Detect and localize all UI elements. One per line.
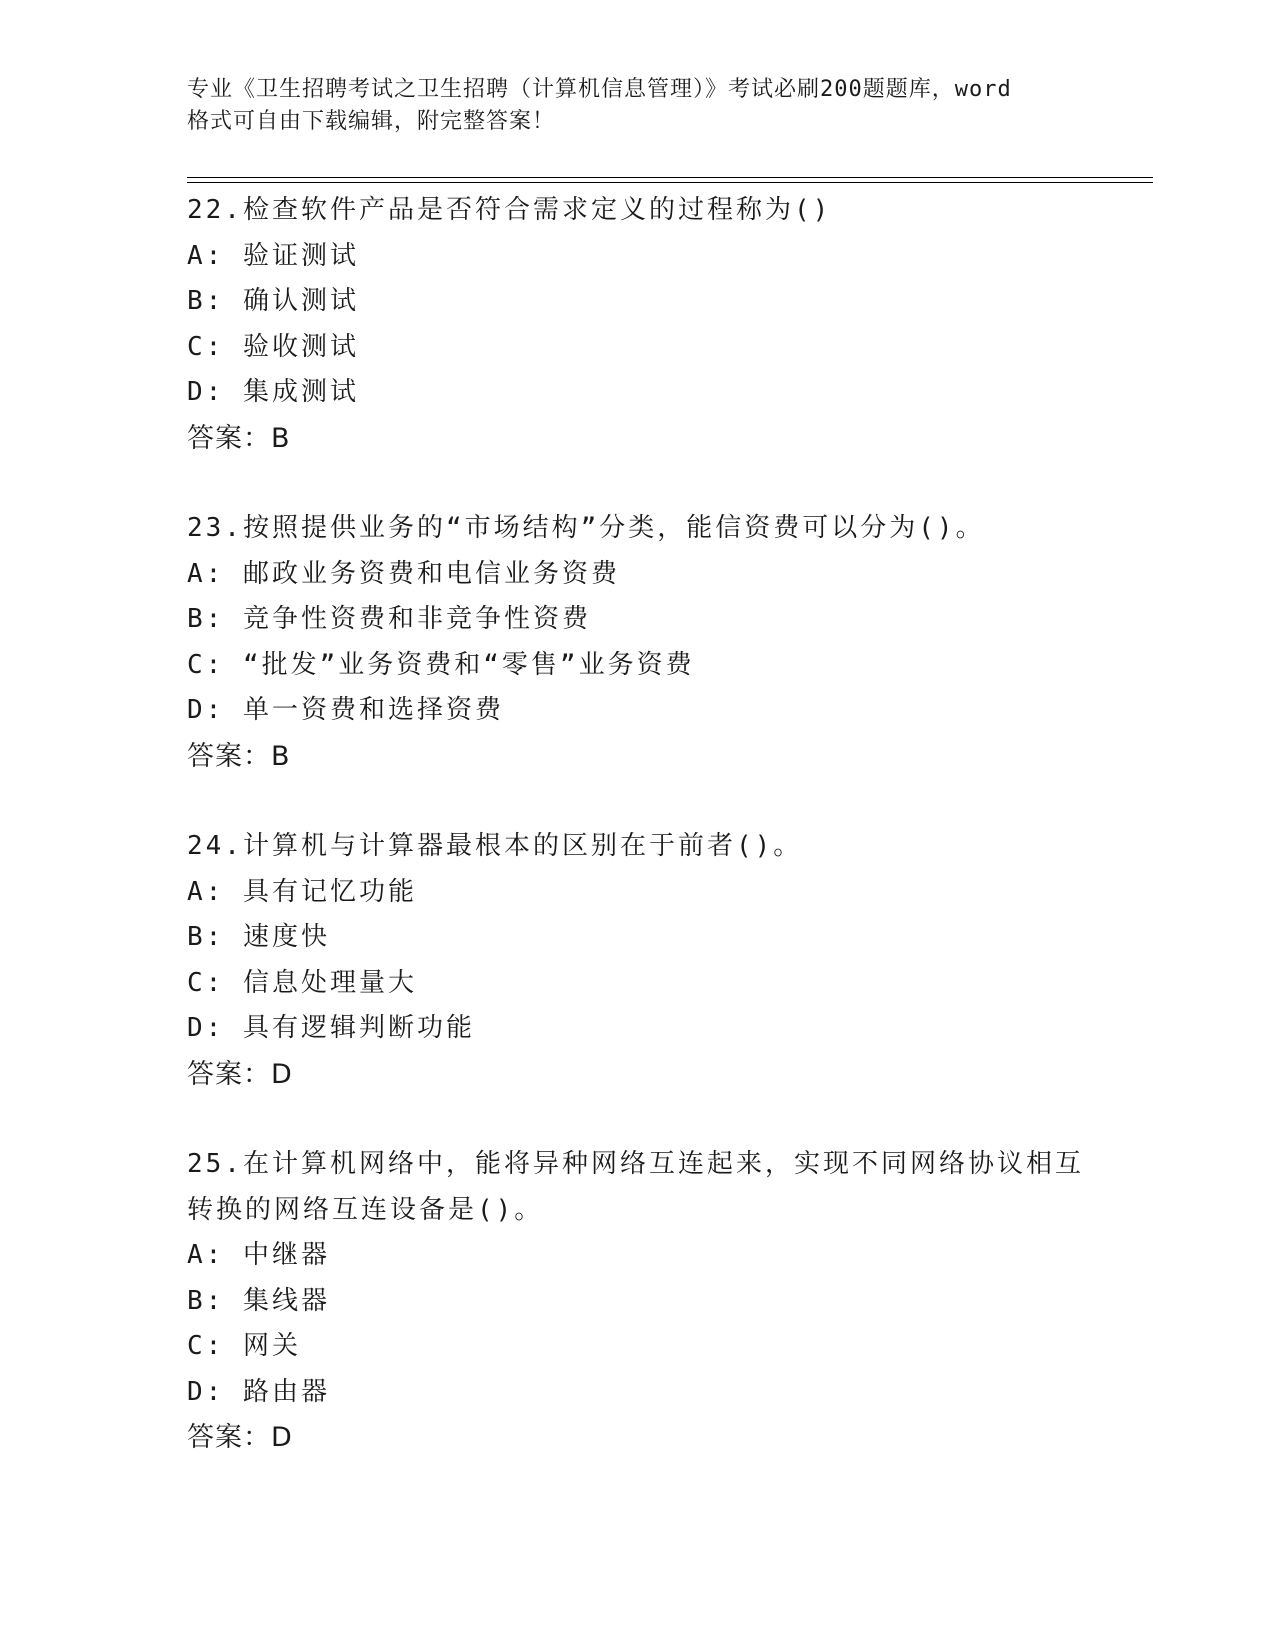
question-stem: 24.计算机与计算器最根本的区别在于前者()。 <box>187 831 803 861</box>
question-block <box>187 506 1107 779</box>
answer-line: 答案：D <box>187 1058 293 1090</box>
option-c: C: “批发”业务资费和“零售”业务资费 <box>187 649 695 680</box>
header-divider-top <box>187 177 1153 178</box>
question-stem-continued: 转换的网络互连设备是()。 <box>187 1194 544 1225</box>
option-b: B: 竞争性资费和非竞争性资费 <box>187 604 591 634</box>
option-a: A: 具有记忆功能 <box>187 876 417 907</box>
option-a: A: 邮政业务资费和电信业务资费 <box>187 558 620 589</box>
option-b: B: 确认测试 <box>187 286 359 316</box>
option-a: A: 中继器 <box>187 1240 330 1270</box>
answer-line: 答案：B <box>187 422 291 454</box>
question-block <box>187 1142 1107 1461</box>
option-d: D: 路由器 <box>187 1376 330 1407</box>
option-c: C: 网关 <box>187 1331 301 1361</box>
option-b: B: 集线器 <box>187 1285 330 1316</box>
option-a: A: 验证测试 <box>187 240 359 271</box>
question-block <box>187 824 1107 1097</box>
option-d: D: 具有逻辑判断功能 <box>187 1013 475 1043</box>
document-header <box>187 74 1087 138</box>
question-stem: 23.按照提供业务的“市场结构”分类，能信资费可以分为()。 <box>187 513 985 543</box>
header-line-2: 格式可自由下载编辑，附完整答案！ <box>187 109 556 134</box>
question-stem: 22.检查软件产品是否符合需求定义的过程称为() <box>187 195 832 225</box>
question-stem: 25.在计算机网络中，能将异种网络互连起来，实现不同网络协议相互 <box>187 1149 1084 1179</box>
answer-line: 答案：B <box>187 740 291 772</box>
option-c: C: 验收测试 <box>187 331 359 362</box>
answer-line: 答案：D <box>187 1422 293 1453</box>
option-d: D: 单一资费和选择资费 <box>187 695 504 725</box>
option-b: B: 速度快 <box>187 922 330 952</box>
header-divider-bottom <box>187 182 1153 183</box>
option-d: D: 集成测试 <box>187 377 359 407</box>
option-c: C: 信息处理量大 <box>187 967 417 998</box>
header-line-1: 专业《卫生招聘考试之卫生招聘（计算机信息管理）》考试必刷200题题库，word <box>187 77 1012 102</box>
question-block <box>187 188 1107 461</box>
